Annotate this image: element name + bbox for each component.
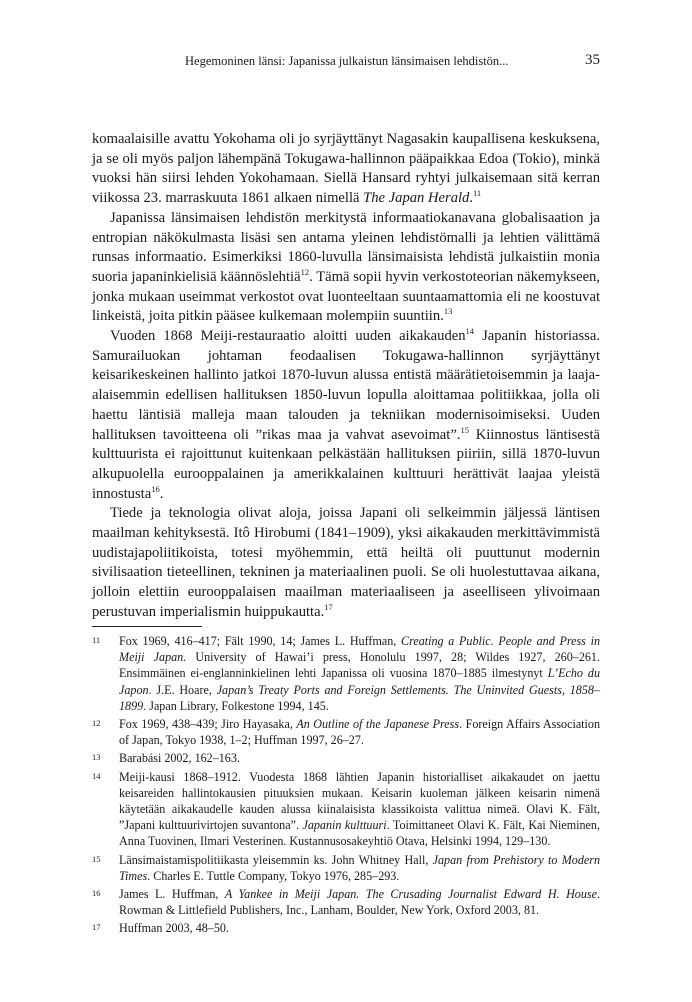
text-run: . Japan Library, Folkestone 1994, 145. [143, 698, 329, 713]
footnote-text [119, 633, 600, 714]
footnote-separator [92, 626, 202, 627]
body-text [92, 130, 600, 623]
footnote-ref: 11 [473, 188, 482, 199]
text-run: . Tämä sopii hyvin verkostoteorian näkemykseen, jonka mukaan useimmat verkostot ovat luonteeltaan suuntaamattomia eli ne koostuvat linkeistä, joita pitkin pääsee kulkemaan molempiin suuntiin. [92, 268, 600, 325]
footnote [92, 920, 600, 936]
footnote-text [119, 716, 600, 748]
text-run: . [469, 190, 473, 207]
italic-text: The Japan Herald [363, 190, 470, 207]
running-title: Hegemoninen länsi: Japanissa julkaistun länsimaisen lehdistön... [185, 54, 509, 68]
text-run: Vuoden 1868 Meiji-restauraatio aloitti uuden aikakauden [110, 328, 466, 345]
text-run: Länsimaistamispolitiikasta yleisemmin ks. John Whitney Hall, [119, 852, 433, 867]
text-run: komaalaisille avattu Yokohama oli jo syrjäyttänyt Nagasakin kaupallisena keskuksena, ja se oli myös paljon lähempänä Tokugawa-hallinnon pääpaikkaa Edoa (Tokio), minkä vuoksi hän siirsi lehden Yokohamaan. Siellä Hansard ryhtyi julkaisemaan sitä kerran viikossa 23. marraskuuta 1861 alkaen nimellä [92, 131, 600, 207]
italic-text: Creating a Public. People and Press in Meiji Japan. [119, 634, 600, 665]
footnote-text [119, 920, 600, 936]
text-run: Fox 1969, 438–439; Jiro Hayasaka, [119, 717, 297, 732]
text-run: University of Hawai’i press, Honolulu 1997, 28; Wildes 1927, 260–261. Ensimmäinen ei-englanninkielinen lehti Japanissa oli vuosina 1870–1885 ilmestynyt [119, 650, 600, 681]
footnote-ref: 15 [460, 424, 469, 435]
text-run: . J.E. Hoare, [148, 682, 217, 697]
footnote-number: 17 [92, 922, 101, 933]
footnote-ref: 16 [151, 483, 160, 494]
text-run: Japanin historiassa. Samurailuokan johtaman feodaalisen Tokugawa-hallinnon syrjäyttänyt keisarikeskeinen hallinto jatkoi 1870-luvun alussa entistä määrätietoisemmin ja laaja-alaisemmin edellisen hallituksen 1850-luvun lopulla aloittamaa politiikkaa, jolla oli haettu läntisiä malleja maan talouden ja tekniikan modernisoimiseksi. Uuden hallituksen tavoitteena oli ”rikas maa ja vahvat asevoimat”. [92, 328, 600, 443]
running-header [92, 54, 600, 70]
footnote-number: 14 [92, 770, 101, 781]
page-number: 35 [585, 52, 600, 68]
footnote-text [119, 769, 600, 850]
footnote [92, 886, 600, 918]
footnote [92, 750, 600, 766]
italic-text: Japan from Prehistory to Modern Times [119, 852, 600, 883]
footnote-text [119, 852, 600, 884]
footnote-ref: 12 [300, 267, 310, 278]
footnote [92, 716, 600, 748]
footnote [92, 769, 600, 850]
text-run: Japanissa länsimaisen lehdistön merkitystä informaatiokanavana globalisaation ja entropian näkökulmasta lisäsi sen antama yleinen lehdistömalli ja lehtien välittämä runsas informaatio. Esimerkiksi 1860-luvulla länsimaisista lehdistä julkaistiin monia suoria japaninkielisiä käännöslehtiä [92, 209, 600, 285]
text-run: Kiinnostus läntisestä kulttuurista ei rajoittunut kuitenkaan pelkästään hallituksen piiriin, sillä 1870-luvun alkupuolella eurooppalainen ja amerikkalainen kulttuuri herättivät laajaa yleistä innostusta [92, 426, 600, 502]
footnote-text [119, 886, 600, 918]
footnote-number: 15 [92, 853, 101, 864]
footnote-number: 13 [92, 752, 101, 763]
text-run: . Foreign Affairs Association of Japan, Tokyo 1938, 1–2; Huffman 1997, 26–27. [119, 717, 601, 748]
footnote [92, 633, 600, 714]
paragraph [92, 209, 600, 327]
text-run: Tiede ja teknologia olivat aloja, joissa Japani oli selkeimmin jäljessä läntisen maailman kehityksestä. Itô Hirobumi (1841–1909), yksi aikakauden merkittävimmistä uudistajapoliitikoista, totesi myöhemmin, että heiltä oli puuttunut modernin sivilisaation tieteellinen, tekninen ja materiaalinen puoli. Se oli huolestuttavaa aikana, jolloin elettiin eurooppalaisen maailman materiaaliseen ja aseelliseen ylivoimaan perustuvan imperialismin huippukautta. [92, 505, 600, 620]
text-run: . Charles E. Tuttle Company, Tokyo 1976, 285–293. [147, 868, 400, 883]
italic-text: A Yankee in Meiji Japan. The Crusading Journalist Edward H. House [224, 887, 597, 902]
text-run: . Toimittaneet Olavi K. Fält, Kai Nieminen, Anna Tuovinen, Ilmari Vesterinen. Kustannusosakeyhtiö Otava, Helsinki 1994, 129–130. [119, 818, 600, 849]
paragraph [92, 327, 600, 504]
text-run: . [159, 485, 164, 502]
footnote-number: 16 [92, 888, 101, 899]
footnote-ref: 17 [324, 602, 333, 613]
text-run: Fox 1969, 416–417; Fält 1990, 14; James L. Huffman, [119, 634, 401, 648]
footnote-number: 12 [92, 718, 101, 729]
footnote-ref: 13 [443, 306, 453, 317]
italic-text: Japanin kulttuuri [302, 818, 387, 833]
footnotes [92, 633, 600, 939]
text-run: Barabási 2002, 162–163. [119, 751, 240, 766]
text-run: James L. Huffman, [119, 887, 225, 902]
text-run: Huffman 2003, 48–50. [119, 921, 229, 936]
italic-text: L’Echo du Japon [119, 666, 600, 697]
footnote [92, 852, 600, 884]
text-run: . Rowman & Littlefield Publishers, Inc., Lanham, Boulder, New York, Oxford 2003, 81. [119, 887, 601, 918]
footnote-text [119, 750, 600, 766]
footnote-number: 11 [92, 635, 101, 645]
text-run: Meiji-kausi 1868–1912. Vuodesta 1868 lähtien Japanin historialliset aikakaudet on jaettu keisareiden hallintokausien pituuksien mukaan. Keisarin kuoleman jälkeen keisarin nimenä käytetään aikakaudelle kauden alussa kiinalaisista klassikoista valittua nimeä. Olavi K. Fält, ”Japani kulttuurivirtojen suvantona”. [119, 769, 600, 833]
italic-text: An Outline of the Japanese Press [296, 717, 460, 732]
footnote-ref: 14 [465, 326, 475, 337]
italic-text: Japan’s Treaty Ports and Foreign Settlements. The Uninvited Guests, 1858–1899 [119, 682, 600, 713]
paragraph [92, 130, 600, 209]
paragraph [92, 504, 600, 622]
